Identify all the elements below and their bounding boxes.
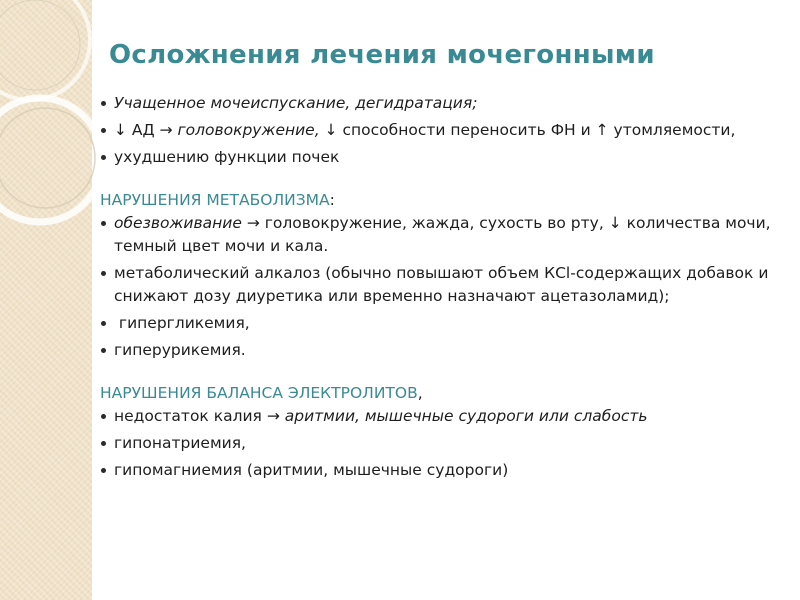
bullet-icon [101, 221, 106, 226]
bullet-icon [101, 414, 106, 419]
list-item: гипомагниемия (аритмии, мышечные судороги) [100, 459, 790, 482]
bullet-icon [101, 128, 106, 133]
list-item: гиперурикемия. [100, 339, 790, 362]
list-item: метаболический алкалоз (обычно повышают объем КCl-содержащих добавок и снижают дозу диуретика или временно назначают ацетазоламид); [100, 262, 790, 308]
bullet-icon [101, 468, 106, 473]
list-item: гипергликемия, [100, 312, 790, 335]
bullet-icon [101, 155, 106, 160]
bullet-icon [101, 271, 106, 276]
bullet-icon [101, 441, 106, 446]
bullet-icon [101, 101, 106, 106]
slide-title: Осложнения лечения мочегонными [109, 40, 655, 70]
list-item: ↓ АД → головокружение, ↓ способности переносить ФН и ↑ утомляемости, [100, 119, 790, 142]
section-heading-metabolism: НАРУШЕНИЯ МЕТАБОЛИЗМА: [100, 191, 335, 209]
list-item: обезвоживание → головокружение, жажда, сухость во рту, ↓ количества мочи, темный цвет мочи и кала. [100, 212, 790, 258]
list-item: недостаток калия → аритмии, мышечные судороги или слабость [100, 405, 790, 428]
section-heading-electrolytes: НАРУШЕНИЯ БАЛАНСА ЭЛЕКТРОЛИТОВ, [100, 384, 423, 402]
bullet-icon [101, 348, 106, 353]
list-item: Учащенное мочеиспускание, дегидратация; [100, 92, 790, 115]
slide-content [100, 92, 790, 486]
bullet-icon [101, 321, 106, 326]
list-item: гипонатриемия, [100, 432, 790, 455]
list-item: ухудшению функции почек [100, 146, 790, 169]
